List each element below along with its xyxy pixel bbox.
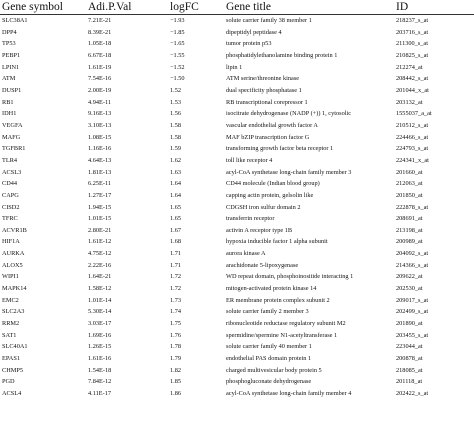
- adj-p-val-cell: 1.81E-13: [88, 168, 112, 176]
- logfc-cell: 1.56: [170, 110, 182, 118]
- logfc-cell: 1.62: [170, 156, 182, 164]
- table-row: [0, 120, 474, 132]
- gene-title-cell: ATM serine/threonine kinase: [226, 75, 300, 83]
- logfc-cell: 1.68: [170, 238, 182, 246]
- id-cell: 212274_at: [396, 63, 423, 71]
- gene-symbol-cell: SLC38A1: [2, 17, 28, 24]
- gene-title-cell: dual specificity phosphatase 1: [226, 86, 302, 94]
- adj-p-val-cell: 4.94E-11: [88, 98, 112, 106]
- adj-p-val-cell: 1.01E-14: [88, 296, 112, 304]
- gene-title-cell: solute carrier family 40 member 1: [226, 343, 312, 351]
- gene-symbol-cell: TGFBR1: [2, 145, 26, 153]
- logfc-cell: 1.72: [170, 273, 182, 281]
- id-cell: 222878_s_at: [396, 203, 429, 211]
- logfc-cell: 1.85: [170, 378, 182, 386]
- gene-symbol-cell: PGD: [2, 378, 15, 386]
- adj-p-val-cell: 1.61E-16: [88, 355, 112, 363]
- adj-p-val-cell: 1.61E-19: [88, 63, 112, 71]
- logfc-cell: 1.86: [170, 390, 182, 398]
- id-cell: 224341_x_at: [396, 156, 429, 164]
- adj-p-val-cell: 7.84E-12: [88, 378, 112, 386]
- adj-p-val-cell: 1.94E-15: [88, 203, 112, 211]
- id-cell: 201044_x_at: [396, 86, 429, 94]
- logfc-cell: −1.85: [170, 28, 185, 36]
- logfc-cell: 1.63: [170, 168, 182, 176]
- table-row: [0, 132, 474, 144]
- table-row: [0, 167, 474, 179]
- table-row: [0, 283, 474, 295]
- adj-p-val-cell: 7.21E-21: [88, 17, 112, 24]
- id-cell: 204092_s_at: [396, 250, 429, 258]
- adj-p-val-cell: 2.80E-21: [88, 226, 112, 234]
- gene-symbol-cell: CD44: [2, 180, 18, 188]
- gene-title-cell: aurora kinase A: [226, 250, 266, 258]
- id-cell: 218237_s_at: [396, 17, 429, 24]
- gene-title-cell: transforming growth factor beta receptor 1: [226, 145, 334, 153]
- logfc-cell: 1.78: [170, 343, 182, 351]
- logfc-cell: 1.52: [170, 86, 182, 94]
- gene-symbol-cell: IDH1: [2, 110, 17, 118]
- id-cell: 218085_at: [396, 366, 423, 374]
- gene-title-cell: acyl-CoA synthetase long-chain family member 3: [226, 168, 352, 176]
- gene-symbol-cell: WIPI1: [2, 273, 19, 281]
- header-logfc: logFC: [168, 0, 224, 15]
- adj-p-val-cell: 1.64E-21: [88, 273, 112, 281]
- gene-symbol-cell: CISD2: [2, 203, 20, 211]
- header-id: ID: [394, 0, 474, 15]
- table-row: [0, 178, 474, 190]
- gene-title-cell: charged multivesicular body protein 5: [226, 366, 322, 374]
- logfc-cell: −1.50: [170, 75, 185, 83]
- logfc-cell: 1.53: [170, 98, 182, 106]
- adj-p-val-cell: 1.16E-16: [88, 145, 112, 153]
- gene-title-cell: RB transcriptional corepressor 1: [226, 98, 308, 106]
- adj-p-val-cell: 7.54E-16: [88, 75, 112, 83]
- logfc-cell: 1.67: [170, 226, 182, 234]
- id-cell: 200878_at: [396, 355, 423, 363]
- logfc-cell: 1.82: [170, 366, 182, 374]
- header-gene-title: Gene title: [224, 0, 394, 15]
- gene-symbol-cell: HIF1A: [2, 238, 20, 246]
- adj-p-val-cell: 1.27E-17: [88, 191, 112, 199]
- table-row: [0, 15, 474, 27]
- adj-p-val-cell: 1.08E-15: [88, 133, 112, 141]
- adj-p-val-cell: 1.58E-12: [88, 285, 112, 293]
- id-cell: 200989_at: [396, 238, 423, 246]
- gene-symbol-cell: EMC2: [2, 296, 19, 304]
- logfc-cell: 1.58: [170, 133, 182, 141]
- logfc-cell: 1.79: [170, 355, 182, 363]
- gene-title-cell: endothelial PAS domain protein 1: [226, 355, 312, 363]
- adj-p-val-cell: 6.25E-11: [88, 180, 112, 188]
- header-row: [0, 0, 474, 15]
- gene-title-cell: mitogen-activated protein kinase 14: [226, 285, 317, 293]
- adj-p-val-cell: 1.61E-12: [88, 238, 112, 246]
- gene-symbol-cell: ALOX5: [2, 261, 23, 269]
- table-row: [0, 376, 474, 388]
- gene-title-cell: acyl-CoA synthetase long-chain family member 4: [226, 390, 352, 398]
- adj-p-val-cell: 4.11E-17: [88, 390, 112, 398]
- logfc-cell: −1.65: [170, 40, 185, 48]
- gene-title-cell: vascular endothelial growth factor A: [226, 121, 318, 129]
- gene-symbol-cell: RB1: [2, 98, 14, 106]
- table-row: [0, 248, 474, 260]
- table-row: [0, 330, 474, 342]
- logfc-cell: −1.55: [170, 51, 185, 59]
- id-cell: 202422_s_at: [396, 390, 429, 398]
- adj-p-val-cell: 5.30E-14: [88, 308, 112, 316]
- id-cell: 202499_s_at: [396, 308, 429, 316]
- logfc-cell: 1.74: [170, 308, 182, 316]
- table-row: [0, 225, 474, 237]
- gene-symbol-cell: CHMP5: [2, 366, 23, 374]
- logfc-cell: −1.52: [170, 63, 185, 71]
- table-row: [0, 295, 474, 307]
- id-cell: 1555037_a_at: [396, 110, 432, 118]
- table-row: [0, 202, 474, 214]
- adj-p-val-cell: 1.54E-18: [88, 366, 112, 374]
- logfc-cell: 1.75: [170, 320, 182, 328]
- gene-title-cell: solute carrier family 2 member 3: [226, 308, 309, 316]
- gene-title-cell: WD repeat domain, phosphoinositide interacting 1: [226, 273, 354, 281]
- gene-symbol-cell: MAPK14: [2, 285, 27, 293]
- logfc-cell: 1.65: [170, 203, 182, 211]
- id-cell: 223044_at: [396, 343, 423, 351]
- gene-symbol-cell: LPIN1: [2, 63, 20, 71]
- adj-p-val-cell: 6.67E-18: [88, 51, 112, 59]
- gene-title-cell: tumor protein p53: [226, 40, 272, 48]
- adj-p-val-cell: 1.05E-18: [88, 40, 112, 48]
- table-row: [0, 155, 474, 167]
- gene-title-cell: dipeptidyl peptidase 4: [226, 28, 282, 36]
- adj-p-val-cell: 2.00E-19: [88, 86, 112, 94]
- table-row: [0, 236, 474, 248]
- table-row: [0, 108, 474, 120]
- id-cell: 208691_at: [396, 215, 423, 223]
- gene-title-cell: CDGSH iron sulfur domain 2: [226, 203, 301, 211]
- id-cell: 201890_at: [396, 320, 423, 328]
- table-row: [0, 353, 474, 365]
- gene-title-cell: solute carrier family 38 member 1: [226, 17, 312, 24]
- gene-symbol-cell: CAPG: [2, 191, 19, 199]
- id-cell: 214366_s_at: [396, 261, 429, 269]
- gene-title-cell: lipin 1: [226, 63, 243, 71]
- gene-symbol-cell: SLC2A3: [2, 308, 25, 316]
- table-row: [0, 365, 474, 377]
- id-cell: 209017_s_at: [396, 296, 429, 304]
- gene-symbol-cell: AURKA: [2, 250, 25, 258]
- table-row: [0, 27, 474, 39]
- gene-title-cell: arachidonate 5-lipoxygenase: [226, 261, 299, 269]
- id-cell: 202530_at: [396, 285, 423, 293]
- logfc-cell: 1.58: [170, 121, 182, 129]
- gene-title-cell: spermidine/spermine N1-acetyltransferase 1: [226, 331, 338, 339]
- adj-p-val-cell: 1.26E-15: [88, 343, 112, 351]
- gene-symbol-cell: ACSL4: [2, 390, 22, 398]
- table-row: [0, 271, 474, 283]
- table-header: [0, 0, 474, 15]
- gene-title-cell: activin A receptor type 1B: [226, 226, 293, 234]
- logfc-cell: 1.59: [170, 145, 182, 153]
- logfc-cell: −1.93: [170, 17, 185, 24]
- table-row: [0, 62, 474, 74]
- adj-p-val-cell: 2.22E-16: [88, 261, 112, 269]
- gene-title-cell: ER membrane protein complex subunit 2: [226, 296, 330, 304]
- gene-title-cell: CD44 molecule (Indian blood group): [226, 180, 320, 188]
- gene-symbol-cell: PEBP1: [2, 51, 21, 59]
- id-cell: 201660_at: [396, 168, 423, 176]
- gene-symbol-cell: RRM2: [2, 320, 20, 328]
- table-row: [0, 318, 474, 330]
- adj-p-val-cell: 1.01E-15: [88, 215, 112, 223]
- table-row: [0, 50, 474, 62]
- gene-title-cell: ribonucleotide reductase regulatory subunit M2: [226, 320, 346, 328]
- id-cell: 212063_at: [396, 180, 423, 188]
- logfc-cell: 1.71: [170, 261, 182, 269]
- table-row: [0, 85, 474, 97]
- gene-symbol-cell: SLC40A1: [2, 343, 28, 351]
- adj-p-val-cell: 8.39E-21: [88, 28, 112, 36]
- table-row: [0, 306, 474, 318]
- table-row: [0, 143, 474, 155]
- header-gene-symbol: Gene symbol: [0, 0, 86, 15]
- gene-title-cell: phosphogluconate dehydrogenase: [226, 378, 312, 386]
- gene-symbol-cell: VEGFA: [2, 121, 23, 129]
- id-cell: 203455_s_at: [396, 331, 429, 339]
- gene-symbol-cell: ACSL3: [2, 168, 22, 176]
- logfc-cell: 1.76: [170, 331, 182, 339]
- logfc-cell: 1.71: [170, 250, 182, 258]
- gene-symbol-cell: DPP4: [2, 28, 17, 36]
- adj-p-val-cell: 9.16E-13: [88, 110, 112, 118]
- gene-symbol-cell: TP53: [2, 40, 16, 48]
- gene-symbol-cell: TLR4: [2, 156, 18, 164]
- gene-symbol-cell: SAT1: [2, 331, 17, 339]
- gene-title-cell: transferrin receptor: [226, 215, 275, 223]
- gene-title-cell: MAF bZIP transcription factor G: [226, 133, 310, 141]
- id-cell: 203132_at: [396, 98, 423, 106]
- gene-title-cell: phosphatidylethanolamine binding protein 1: [226, 51, 338, 59]
- id-cell: 201118_at: [396, 378, 423, 386]
- id-cell: 201850_at: [396, 191, 423, 199]
- gene-symbol-cell: MAFG: [2, 133, 21, 141]
- id-cell: 211300_s_at: [396, 40, 428, 48]
- logfc-cell: 1.72: [170, 285, 182, 293]
- logfc-cell: 1.64: [170, 191, 182, 199]
- adj-p-val-cell: 4.64E-13: [88, 156, 112, 164]
- id-cell: 224466_s_at: [396, 133, 429, 141]
- id-cell: 224793_s_at: [396, 145, 429, 153]
- id-cell: 210512_s_at: [396, 121, 429, 129]
- id-cell: 210825_s_at: [396, 51, 429, 59]
- adj-p-val-cell: 1.69E-16: [88, 331, 112, 339]
- table-row: [0, 341, 474, 353]
- table-row: [0, 213, 474, 225]
- id-cell: 208442_s_at: [396, 75, 429, 83]
- id-cell: 203716_s_at: [396, 28, 429, 36]
- adj-p-val-cell: 3.03E-17: [88, 320, 112, 328]
- logfc-cell: 1.64: [170, 180, 182, 188]
- adj-p-val-cell: 4.75E-12: [88, 250, 112, 258]
- gene-symbol-cell: DUSP1: [2, 86, 22, 94]
- gene-title-cell: toll like receptor 4: [226, 156, 273, 164]
- table-row: [0, 73, 474, 85]
- gene-symbol-cell: ATM: [2, 75, 16, 83]
- table-body: [0, 15, 474, 400]
- table-row: [0, 190, 474, 202]
- header-adj-p-val: Adi.P.Val: [86, 0, 168, 15]
- table-row: [0, 38, 474, 50]
- table-row: [0, 260, 474, 272]
- gene-symbol-cell: TFRC: [2, 215, 18, 223]
- gene-symbol-cell: EPAS1: [2, 355, 20, 363]
- gene-title-cell: isocitrate dehydrogenase (NADP (+)) 1, cytosolic: [226, 110, 352, 118]
- logfc-cell: 1.65: [170, 215, 182, 223]
- gene-title-cell: capping actin protein, gelsolin like: [226, 191, 314, 199]
- gene-title-cell: hypoxia inducible factor 1 alpha subunit: [226, 238, 328, 246]
- gene-symbol-cell: ACVR1B: [2, 226, 27, 234]
- table-row: [0, 388, 474, 400]
- id-cell: 213198_at: [396, 226, 423, 234]
- id-cell: 209622_at: [396, 273, 423, 281]
- table-row: [0, 97, 474, 109]
- adj-p-val-cell: 3.10E-13: [88, 121, 112, 129]
- logfc-cell: 1.73: [170, 296, 182, 304]
